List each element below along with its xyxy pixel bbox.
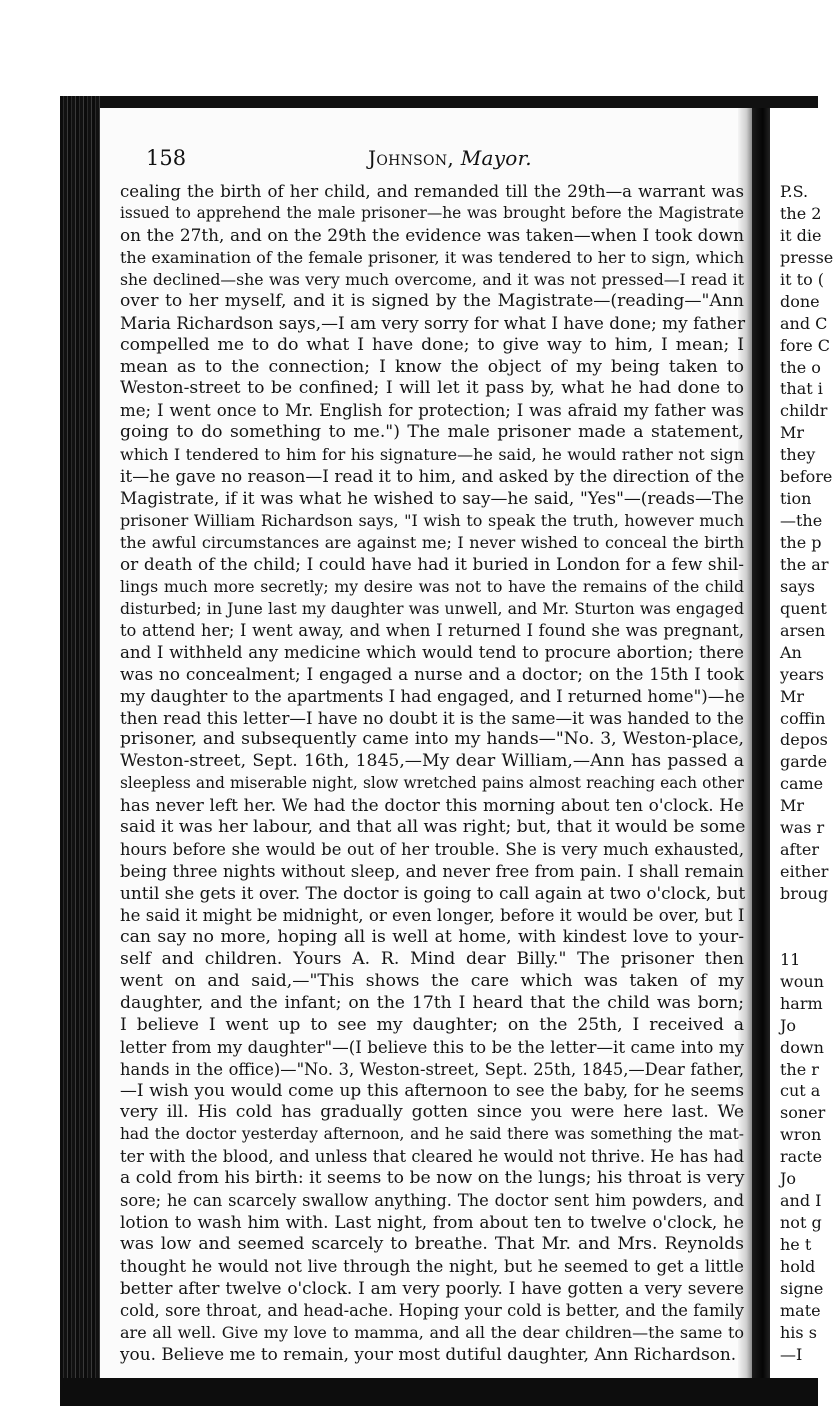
facing-page-fragment: his s [780,1322,817,1342]
text-line: hands in the office)—"No. 3, Weston-street, Sept. 25th, 1845,—Dear father, [120,1059,744,1079]
text-line: until she gets it over. The doctor is going to call again at two o'clock, but [120,883,746,903]
facing-page-fragment: depos [780,730,828,750]
text-line: lotion to wash him with. Last night, from about ten to twelve o'clock, he [120,1212,744,1233]
text-line: or death of the child; I could have had it buried in London for a few shil- [120,553,744,574]
text-line: prisoner, and subsequently came into my hands—"No. 3, Weston-place, [120,729,744,750]
page-header [146,146,746,176]
body-text [120,181,744,1366]
facing-page-fragment: broug [780,884,829,903]
facing-page-fragment: done [780,291,820,311]
text-line: then read this letter—I have no doubt it is the same—it was handed to the [120,708,744,728]
text-line: was low and seemed scarcely to breathe. That Mr. and Mrs. Reynolds [120,1234,744,1254]
scan-margin-top [0,0,818,96]
facing-page-fragment: the p [780,533,822,552]
text-line: cealing the birth of her child, and remanded till the 29th—a warrant was [120,182,744,201]
text-line: disturbed; in June last my daughter was unwell, and Mr. Sturton was engaged [120,598,744,618]
facing-page-fragment: —I [780,1344,803,1364]
running-title-name: Johnson [368,146,448,170]
text-line: thought he would not live through the night, but he seemed to get a little [120,1256,744,1276]
facing-page-fragment: An [780,642,802,662]
facing-page-fragment: Jo [780,1015,797,1035]
text-line: a cold from his birth: it seems to be now on the lungs; his throat is very [120,1168,745,1189]
text-line: over to her myself, and it is signed by the Magistrate—(reading—"Ann [120,290,744,311]
facing-page-fragment: down [780,1037,824,1057]
facing-page-fragment: the ar [780,554,829,574]
text-line: lings much more secretly; my desire was not to have the remains of the child [120,576,744,596]
text-line: it—he gave no reason—I read it to him, and asked by the direction of the [120,466,745,487]
text-line: I believe I went up to see my daughter; on the 25th, I received a [120,1014,744,1035]
text-line: cold, sore throat, and head-ache. Hoping your cold is better, and the family [120,1300,744,1320]
running-title-office: Mayor. [460,146,532,170]
text-line: said it was her labour, and that all was right; but, that it would be some [120,817,746,838]
facing-page-fragment: they [780,445,816,465]
facing-page-fragment: says [780,576,815,596]
facing-page-fragment: he t [780,1235,812,1254]
facing-page-fragment: years [780,664,824,684]
facing-page-fragment: coffin [780,708,826,728]
facing-page-fragment: after [780,840,820,860]
facing-page-fragment: tion [780,489,812,509]
facing-page-fragment: cut a [780,1081,821,1101]
text-line: had the doctor yesterday afternoon, and he said there was something the mat- [120,1125,744,1144]
text-line: being three nights without sleep, and never free from pain. I shall remain [120,862,744,882]
text-line: better after twelve o'clock. I am very poorly. I have gotten a very severe [120,1277,744,1298]
facing-page-fragment [780,927,818,949]
text-line: Weston-street, Sept. 16th, 1845,—My dear William,—Ann has passed a [120,751,744,772]
text-line: compelled me to do what I have done; to give way to him, I mean; I [120,334,744,355]
text-line: hours before she would be out of her trouble. She is very much exhausted, [120,840,744,860]
facing-page-fragment: childr [780,401,828,421]
text-line: on the 27th, and on the 29th the evidence was taken—when I took down [120,224,744,245]
facing-page-fragment [780,905,818,927]
facing-page-fragment: woun [780,971,824,991]
facing-page-fragment: Mr [780,686,805,706]
facing-page-fragment: the o [780,357,821,377]
facing-page-fragment: not g [780,1213,822,1233]
text-line: can say no more, hoping all is well at home, with kindest love to your- [120,926,744,947]
facing-page-fragment: wron [780,1125,822,1145]
running-title [368,146,532,170]
facing-page-fragment: P.S. [780,182,809,201]
text-line: prisoner William Richardson says, "I wish to speak the truth, however much [120,511,744,531]
facing-page-fragment: garde [780,752,828,772]
text-line: Magistrate, if it was what he wished to say—he said, "Yes"—(reads—The [120,488,744,509]
running-title-separator: , [447,146,461,170]
facing-page-fragment: the r [780,1059,819,1079]
scan-border-top [60,96,818,108]
facing-page-fragment: hold [780,1256,816,1276]
facing-page-fragment: it to ( [780,269,825,289]
facing-page-fragment: either [780,862,829,882]
book-edge-left [60,96,100,1406]
text-line: going to do something to me.") The male prisoner made a statement, [120,422,744,443]
text-line: has never left her. We had the doctor this morning about ten o'clock. He [120,795,744,816]
facing-page-fragment: was r [780,818,825,838]
text-line: was no concealment; I engaged a nurse and a doctor; on the 15th I took [120,663,744,684]
text-line: sleepless and miserable night, slow wretched pains almost reaching each other [120,774,744,793]
facing-page-fragment: it die [780,225,822,245]
text-line: he said it might be midnight, or even longer, before it would be over, but I [120,905,745,925]
text-line: me; I went once to Mr. English for protection; I was afraid my father was [120,401,744,421]
text-line: to attend her; I went away, and when I returned I found she was pregnant, [120,620,744,640]
text-line: the awful circumstances are against me; I never wished to conceal the birth [120,533,744,552]
facing-page-fragment: and I [780,1191,822,1211]
facing-page-fragments [780,181,833,1378]
facing-page-fragment: 11 [780,949,801,969]
facing-page-fragment: and C [780,313,828,333]
text-line: went on and said,—"This shows the care which was taken of my [120,970,744,991]
text-line: very ill. His cold has gradually gotten since you were here last. We [120,1102,744,1123]
text-line: letter from my daughter"—(I believe this to be the letter—it came into my [120,1037,744,1057]
facing-page-fragment: arsen [780,620,826,640]
text-line: self and children. Yours A. R. Mind dear Billy." The prisoner then [120,948,744,969]
text-line: issued to apprehend the male prisoner—he was brought before the Magistrate [120,203,744,222]
facing-page-fragment: Mr [780,423,805,443]
facing-page-fragment: before [780,467,833,487]
facing-page-fragment: quent [780,598,827,618]
text-line: —I wish you would come up this afternoon to see the baby, for he seems [120,1080,744,1101]
facing-page-fragment: fore C [780,335,830,355]
facing-page-fragment: Jo [780,1169,797,1189]
facing-page-fragment: mate [780,1300,821,1320]
facing-page-fragment: presse [780,247,833,267]
facing-page-fragment: soner [780,1103,826,1123]
facing-page-fragment: that i [780,379,823,399]
facing-page-fragment: —the [780,511,823,531]
facing-page-fragment: the 2 [780,203,822,223]
text-line: daughter, and the infant; on the 17th I heard that the child was born; [120,992,744,1013]
text-line: which I tendered to him for his signature—he said, he would rather not sign [120,445,744,465]
text-line: she declined—she was very much overcome, and it was not pressed—I read it [120,269,744,289]
facing-page-fragment: racte [780,1147,823,1167]
facing-page-fragment: harm [780,993,823,1013]
facing-page-fragment: came [780,774,824,794]
text-line: you. Believe me to remain, your most dutiful daughter, Ann Richardson. [120,1343,737,1364]
text-line: sore; he can scarcely swallow anything. The doctor sent him powders, and [120,1191,744,1211]
text-line: mean as to the connection; I know the object of my being taken to [120,356,744,377]
text-line: Weston-street to be confined; I will let it pass by, what he had done to [120,378,744,399]
page-number: 158 [146,146,187,170]
scan-border-bottom [60,1378,818,1406]
facing-page-fragment: signe [780,1278,824,1298]
text-line: my daughter to the apartments I had engaged, and I returned home")—he [120,686,745,706]
facing-page-fragment: Mr [780,796,805,816]
text-line: and I withheld any medicine which would tend to procure abortion; there [120,642,744,662]
text-line: the examination of the female prisoner, it was tendered to her to sign, which [120,247,744,267]
book-gutter [752,108,770,1378]
text-line: Maria Richardson says,—I am very sorry for what I have done; my father [120,312,746,333]
text-line: ter with the blood, and unless that cleared he would not thrive. He has had [120,1147,744,1167]
text-line: are all well. Give my love to mamma, and all the dear children—the same to [120,1322,744,1342]
